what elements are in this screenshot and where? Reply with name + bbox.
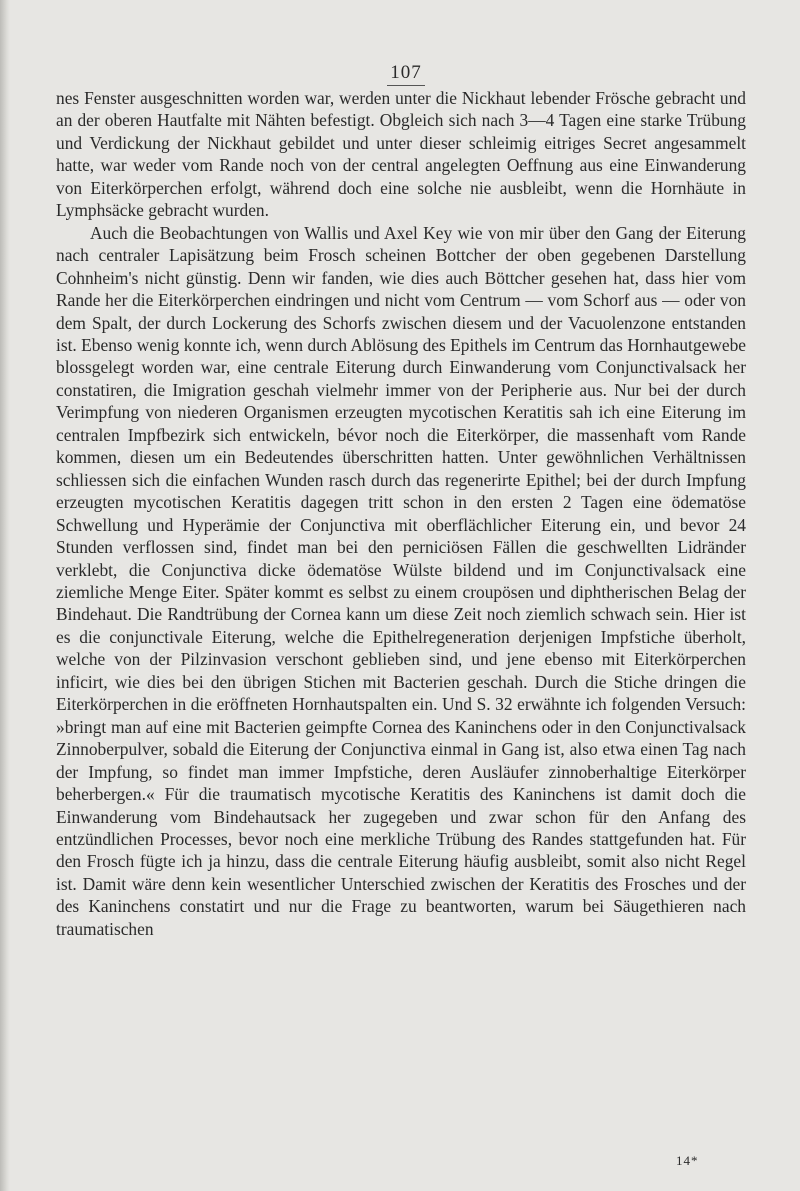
page-binding-edge: [0, 0, 10, 1191]
paragraph-2: Auch die Beobachtungen von Wallis und Axel Key wie von mir über den Gang der Eiterung nach centraler Lapisätzung beim Frosch scheinen Bottcher der oben gegebenen Darstellung Cohnheim's nicht günstig. Denn wir fanden, wie dies auch Böttcher gesehen hat, dass hier vom Rande her die Eiterkörperchen eindringen und nicht vom Centrum — vom Schorf aus — oder von dem Spalt, der durch Lockerung des Schorfs zwischen diesem und der Vacuolenzone entstanden ist. Ebenso wenig konnte ich, wenn durch Ablösung des Epithels im Centrum das Hornhautgewebe blossgelegt worden war, eine centrale Eiterung durch Einwanderung vom Conjunctivalsack her constatiren, die Imigration geschah vielmehr immer von der Peripherie aus. Nur bei der durch Verimpfung von niederen Organismen erzeugten mycotischen Keratitis sah ich eine Eiterung im centralen Impfbezirk sich entwickeln, bévor noch die Eiterkörper, die massenhaft vom Rande kommen, diesen um ein Bedeutendes überschritten hatten. Unter gewöhnlichen Verhältnissen schliessen sich die einfachen Wunden rasch durch das regenerirte Epithel; bei der durch Impfung erzeugten mycotischen Keratitis dagegen tritt schon in den ersten 2 Tagen eine ödematöse Schwellung und Hyperämie der Conjunctiva mit oberflächlicher Eiterung ein, und bevor 24 Stunden verflossen sind, findet man bei den perniciösen Fällen die geschwellten Lidränder verklebt, die Conjunctiva dicke ödematöse Wülste bildend und im Conjunctivalsack eine ziemliche Menge Eiter. Später kommt es selbst zu einem croupösen und diphtherischen Belag der Bindehaut. Die Randtrübung der Cornea kann um diese Zeit noch ziemlich schwach sein. Hier ist es die conjunctivale Eiterung, welche die Epithelregeneration derjenigen Impfstiche überholt, welche von der Pilzinvasion verschont geblieben sind, und jene ebenso mit Eiterkörperchen inficirt, wie dies bei den übrigen Stichen mit Bacterien geschah. Durch die Stiche dringen die Eiterkörperchen in die eröffneten Hornhautspalten ein. Und S. 32 erwähnte ich folgenden Versuch: »bringt man auf eine mit Bacterien geimpfte Cornea des Kaninchens oder in den Conjunctivalsack Zinnoberpulver, sobald die Eiterung der Conjunctiva einmal in Gang ist, also etwa einen Tag nach der Impfung, so findet man immer Impfstiche, deren Ausläufer zinnoberhaltige Eiterkörper beherbergen.« Für die traumatisch mycotische Keratitis des Kaninchens ist damit doch die Einwanderung vom Bindehautsack her zugegeben und zwar schon für den Anfang des entzündlichen Processes, bevor noch eine merkliche Trübung des Randes stattgefunden hat. Für den Frosch fügte ich ja hinzu, dass die centrale Eiterung häufig ausbleibt, somit also nicht Regel ist. Damit wäre denn kein wesentlicher Unterschied zwischen der Keratitis des Frosches und der des Kaninchens constatirt und nur die Frage zu beantworten, warum bei Säugethieren nach traumatischen: [56, 222, 746, 939]
signature-mark: 14*: [676, 1153, 699, 1168]
page-number-value: 107: [387, 62, 425, 86]
paragraph-1: nes Fenster ausgeschnitten worden war, werden unter die Nickhaut lebender Frösche gebracht und an der oberen Hautfalte mit Nähten befestigt. Obgleich sich nach 3—4 Tagen eine starke Trübung und Verdickung der Nickhaut gebildet und unter dieser schleimig eitriges Secret angesammelt hatte, war weder vom Rande noch von der central angelegten Oeffnung aus eine Einwanderung von Eiterkörperchen erfolgt, während doch eine solche nie ausbleibt, wenn die Hornhäute in Lymphsäcke gebracht wurden.: [56, 88, 746, 221]
body-text: [56, 87, 746, 940]
page-number: [0, 62, 800, 86]
